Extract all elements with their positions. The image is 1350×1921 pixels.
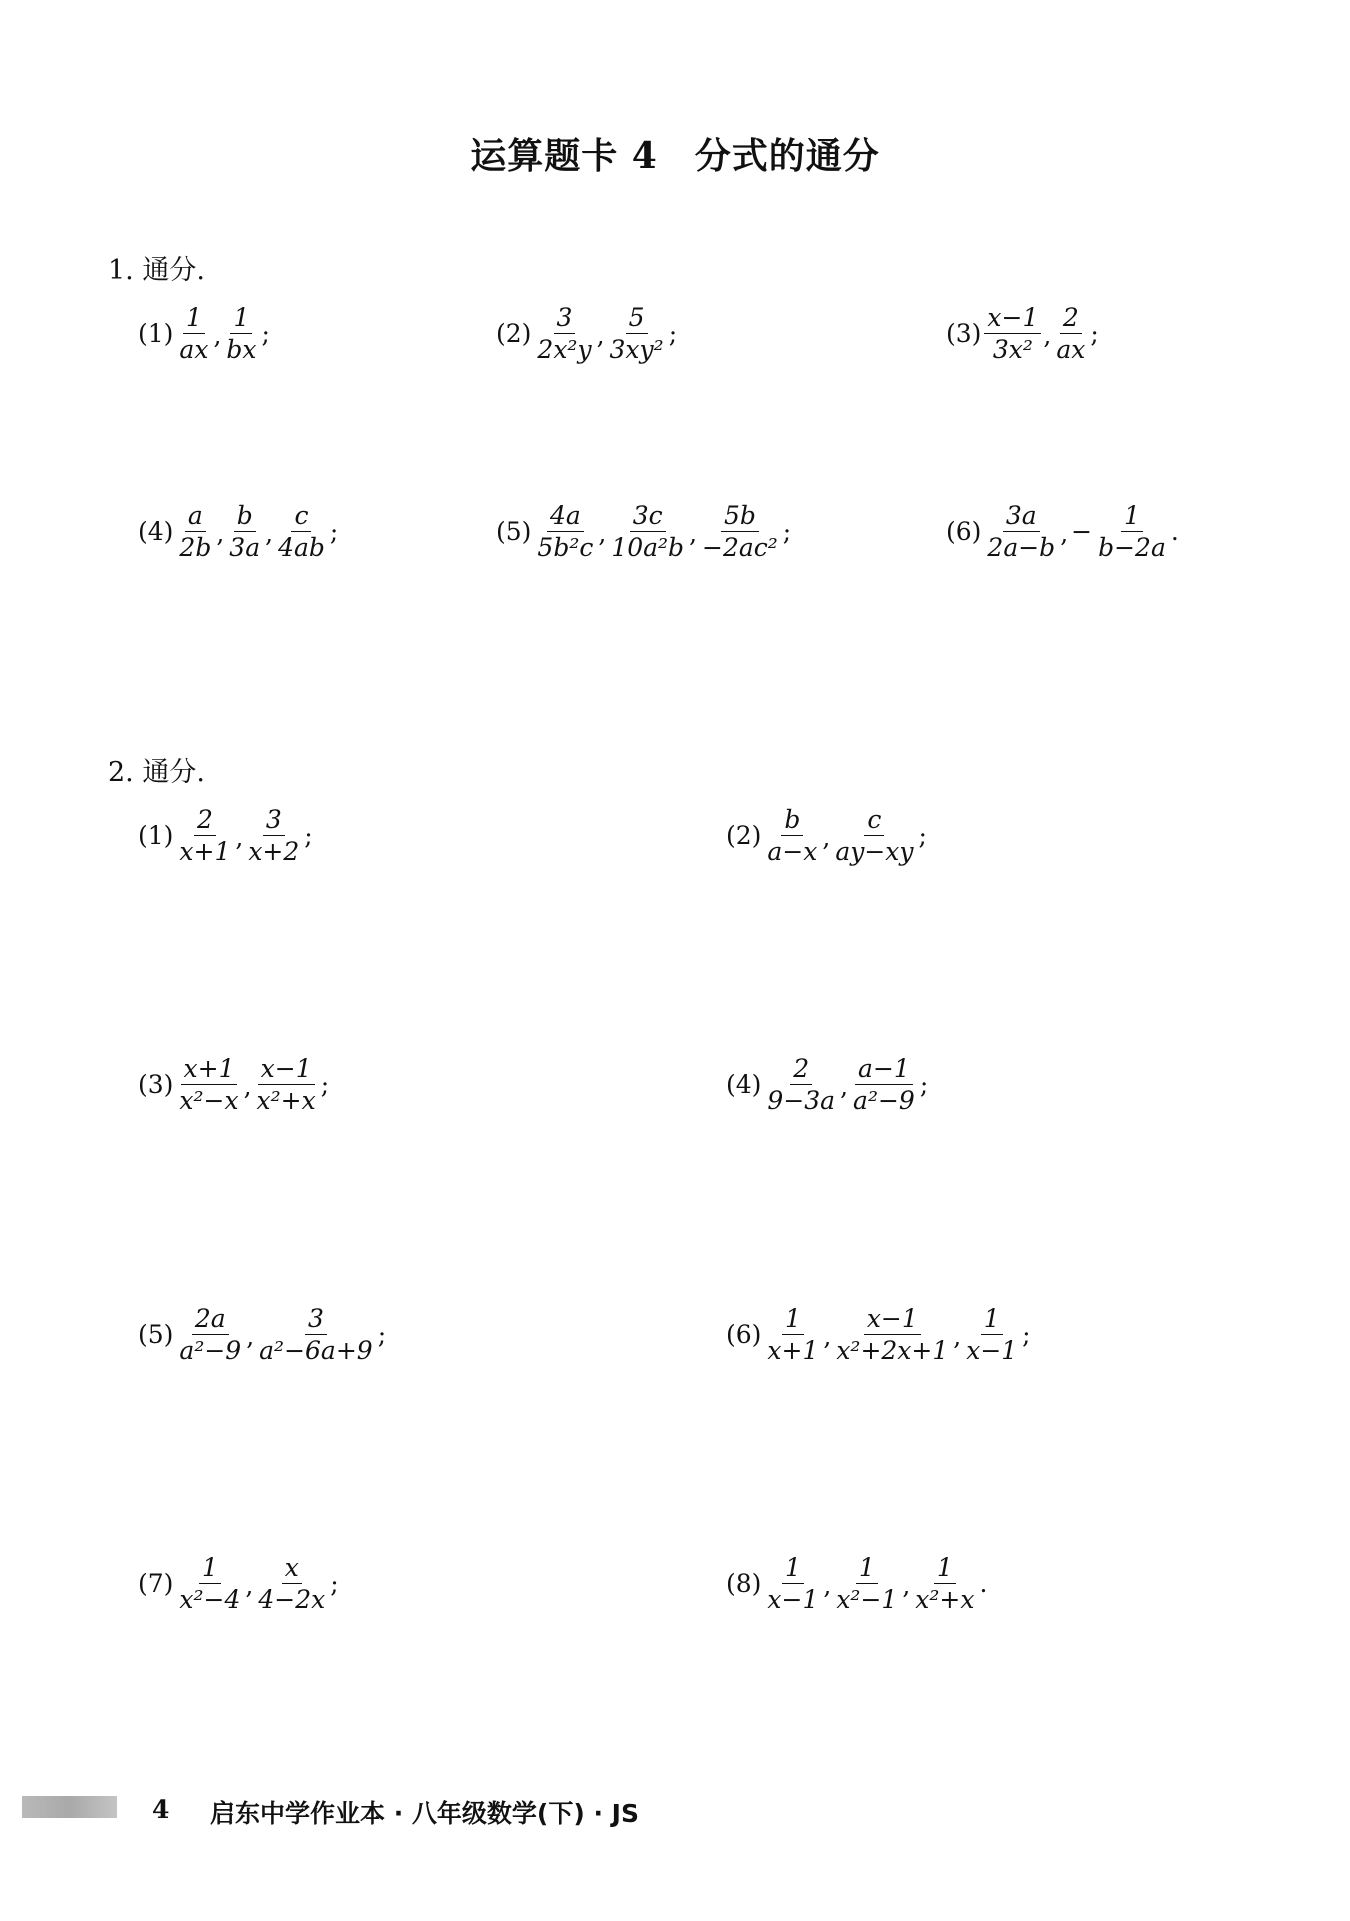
fraction-denominator: 10a²b bbox=[611, 533, 685, 562]
fraction bbox=[275, 503, 328, 560]
end-punctuation: ; bbox=[261, 319, 270, 348]
fraction-denominator: ax bbox=[1056, 335, 1086, 364]
fraction-numerator: 1 bbox=[782, 1555, 804, 1584]
problem-index: (1) bbox=[138, 821, 174, 850]
problem-index: (4) bbox=[138, 517, 174, 546]
fraction-denominator: x²+2x+1 bbox=[836, 1336, 949, 1365]
fraction bbox=[176, 807, 233, 864]
end-punctuation: ; bbox=[377, 1320, 387, 1349]
page-title: 运算题卡 4 分式的通分 bbox=[470, 135, 880, 177]
problem-1-2 bbox=[496, 305, 678, 362]
fraction bbox=[1053, 305, 1088, 362]
fraction-denominator: 2x²y bbox=[537, 335, 592, 364]
fraction bbox=[764, 1056, 838, 1113]
problem-2-3 bbox=[138, 1056, 330, 1113]
fraction bbox=[255, 1555, 328, 1612]
comma-separator: , bbox=[822, 823, 831, 852]
comma-separator: , bbox=[246, 1322, 255, 1351]
fraction-numerator: 5b bbox=[721, 503, 759, 532]
fraction-numerator: 1 bbox=[183, 305, 205, 334]
end-punctuation: ; bbox=[919, 1070, 929, 1099]
footer-book-title: 启东中学作业本 · 八年级数学(下) · JS bbox=[210, 1799, 639, 1828]
fraction-denominator: a²−6a+9 bbox=[259, 1336, 373, 1365]
fraction-numerator: 1 bbox=[856, 1555, 878, 1584]
end-punctuation: ; bbox=[329, 517, 339, 546]
fraction-denominator: x+2 bbox=[248, 837, 300, 866]
fraction bbox=[984, 503, 1058, 560]
problem-2-7 bbox=[138, 1555, 340, 1612]
fraction-denominator: x−1 bbox=[767, 1585, 819, 1614]
problem-index: (2) bbox=[726, 821, 762, 850]
fraction-numerator: a bbox=[185, 503, 206, 532]
fraction bbox=[912, 1555, 977, 1612]
fraction-denominator: x+1 bbox=[767, 1336, 819, 1365]
comma-separator: , bbox=[216, 519, 225, 548]
end-punctuation: ; bbox=[782, 517, 792, 546]
fraction bbox=[764, 1555, 821, 1612]
problem-2-4 bbox=[726, 1056, 929, 1113]
problem-index: (4) bbox=[726, 1070, 762, 1099]
page-number: 4 bbox=[152, 1795, 170, 1824]
end-punctuation: ; bbox=[668, 319, 678, 348]
problem-index: (2) bbox=[496, 319, 532, 348]
fraction bbox=[833, 1306, 951, 1363]
fraction-denominator: ax bbox=[179, 335, 209, 364]
fraction-denominator: bx bbox=[226, 335, 257, 364]
fraction-denominator: 2b bbox=[179, 533, 212, 562]
fraction-numerator: 1 bbox=[981, 1306, 1003, 1335]
fraction-numerator: c bbox=[864, 807, 884, 836]
problem-index: (3) bbox=[946, 319, 982, 348]
problem-index: (5) bbox=[138, 1320, 174, 1349]
comma-separator: , bbox=[235, 823, 244, 852]
fraction bbox=[984, 305, 1041, 362]
fraction-denominator: 5b²c bbox=[537, 533, 594, 562]
fraction bbox=[176, 1306, 244, 1363]
fraction-denominator: 3x² bbox=[992, 335, 1033, 364]
fraction-numerator: 1 bbox=[199, 1555, 221, 1584]
fraction-numerator: 1 bbox=[782, 1306, 804, 1335]
fraction bbox=[256, 1306, 376, 1363]
fraction-numerator: a−1 bbox=[855, 1056, 913, 1085]
problem-1-1 bbox=[138, 305, 271, 362]
fraction bbox=[176, 1555, 243, 1612]
fraction-denominator: 4−2x bbox=[258, 1585, 326, 1614]
problem-1-6 bbox=[946, 503, 1180, 560]
comma-separator: , bbox=[689, 519, 698, 548]
fraction bbox=[226, 503, 263, 560]
problem-index: (5) bbox=[496, 517, 532, 546]
fraction-numerator: 2 bbox=[194, 807, 216, 836]
fraction-numerator: 4a bbox=[547, 503, 584, 532]
fraction-numerator: x−1 bbox=[864, 1306, 921, 1335]
fraction-numerator: x−1 bbox=[258, 1056, 315, 1085]
fraction bbox=[534, 503, 596, 560]
section-1-label: 1. 通分. bbox=[108, 255, 205, 286]
comma-separator: , bbox=[823, 1322, 832, 1351]
comma-separator: , bbox=[840, 1072, 849, 1101]
fraction-numerator: x−1 bbox=[984, 305, 1041, 334]
problem-2-6 bbox=[726, 1306, 1032, 1363]
fraction-numerator: 2 bbox=[1060, 305, 1082, 334]
comma-separator: , bbox=[243, 1072, 252, 1101]
problem-2-1 bbox=[138, 807, 314, 864]
fraction-denominator: 2a−b bbox=[987, 533, 1056, 562]
fraction bbox=[608, 503, 687, 560]
fraction bbox=[764, 1306, 821, 1363]
fraction-denominator: ay−xy bbox=[835, 837, 914, 866]
fraction-denominator: 4ab bbox=[278, 533, 325, 562]
minus-sign: − bbox=[1071, 517, 1093, 546]
end-punctuation: . bbox=[979, 1569, 988, 1598]
section-2-label: 2. 通分. bbox=[108, 757, 205, 788]
end-punctuation: ; bbox=[330, 1569, 339, 1598]
end-punctuation: ; bbox=[304, 821, 313, 850]
fraction bbox=[223, 305, 259, 362]
comma-separator: , bbox=[245, 1571, 254, 1600]
end-punctuation: ; bbox=[918, 821, 927, 850]
fraction bbox=[832, 807, 916, 864]
fraction-denominator: x²+x bbox=[256, 1086, 316, 1115]
end-punctuation: ; bbox=[1090, 319, 1099, 348]
fraction-denominator: 3a bbox=[229, 533, 261, 562]
end-punctuation: ; bbox=[320, 1070, 330, 1099]
problem-2-5 bbox=[138, 1306, 387, 1363]
problem-2-8 bbox=[726, 1555, 988, 1612]
problem-index: (6) bbox=[946, 517, 982, 546]
fraction bbox=[1095, 503, 1169, 560]
fraction-numerator: x+1 bbox=[181, 1056, 238, 1085]
fraction bbox=[764, 807, 820, 864]
footer-decoration-bar bbox=[22, 1796, 117, 1818]
fraction bbox=[963, 1306, 1020, 1363]
end-punctuation: . bbox=[1170, 517, 1179, 546]
problem-index: (7) bbox=[138, 1569, 174, 1598]
comma-separator: , bbox=[902, 1571, 911, 1600]
problem-index: (3) bbox=[138, 1070, 174, 1099]
fraction-numerator: 3 bbox=[554, 305, 576, 334]
fraction-denominator: 9−3a bbox=[767, 1086, 836, 1115]
fraction-denominator: x²−x bbox=[179, 1086, 239, 1115]
fraction-numerator: 3c bbox=[630, 503, 666, 532]
comma-separator: , bbox=[213, 321, 222, 350]
problem-index: (1) bbox=[138, 319, 174, 348]
fraction-numerator: c bbox=[291, 503, 311, 532]
fraction-denominator: −2ac² bbox=[702, 533, 778, 562]
fraction bbox=[245, 807, 302, 864]
fraction-numerator: 3 bbox=[305, 1306, 327, 1335]
fraction-denominator: a²−9 bbox=[853, 1086, 915, 1115]
fraction-numerator: b bbox=[234, 503, 256, 532]
fraction-numerator: x bbox=[282, 1555, 302, 1584]
fraction-denominator: x²+x bbox=[915, 1585, 975, 1614]
comma-separator: , bbox=[823, 1571, 832, 1600]
comma-separator: , bbox=[596, 321, 605, 350]
fraction-denominator: a²−9 bbox=[179, 1336, 242, 1365]
fraction-denominator: x²−1 bbox=[836, 1585, 898, 1614]
fraction-denominator: b−2a bbox=[1098, 533, 1166, 562]
fraction-numerator: 1 bbox=[1121, 503, 1143, 532]
fraction bbox=[850, 1056, 918, 1113]
comma-separator: , bbox=[598, 519, 607, 548]
fraction bbox=[254, 1056, 319, 1113]
fraction-denominator: x²−4 bbox=[179, 1585, 241, 1614]
fraction-denominator: a−x bbox=[767, 837, 818, 866]
fraction bbox=[833, 1555, 900, 1612]
fraction-denominator: 3xy² bbox=[609, 335, 664, 364]
problem-index: (6) bbox=[726, 1320, 762, 1349]
fraction bbox=[534, 305, 594, 362]
fraction-numerator: 1 bbox=[934, 1555, 956, 1584]
fraction bbox=[607, 305, 667, 362]
problem-1-3 bbox=[946, 305, 1100, 362]
fraction-numerator: b bbox=[781, 807, 803, 836]
problem-1-5 bbox=[496, 503, 792, 560]
fraction-denominator: x+1 bbox=[179, 837, 231, 866]
fraction bbox=[176, 503, 214, 560]
comma-separator: , bbox=[1060, 519, 1069, 548]
fraction bbox=[699, 503, 781, 560]
fraction-numerator: 5 bbox=[626, 305, 648, 334]
fraction bbox=[176, 1056, 241, 1113]
comma-separator: , bbox=[1043, 321, 1052, 350]
comma-separator: , bbox=[953, 1322, 962, 1351]
fraction-numerator: 2a bbox=[192, 1306, 229, 1335]
fraction-denominator: x−1 bbox=[966, 1336, 1018, 1365]
problem-2-2 bbox=[726, 807, 928, 864]
fraction-numerator: 3a bbox=[1003, 503, 1040, 532]
fraction bbox=[176, 305, 211, 362]
fraction-numerator: 1 bbox=[230, 305, 252, 334]
comma-separator: , bbox=[265, 519, 274, 548]
problem-1-4 bbox=[138, 503, 339, 560]
fraction-numerator: 2 bbox=[790, 1056, 812, 1085]
problem-index: (8) bbox=[726, 1569, 762, 1598]
end-punctuation: ; bbox=[1022, 1320, 1031, 1349]
fraction-numerator: 3 bbox=[263, 807, 285, 836]
